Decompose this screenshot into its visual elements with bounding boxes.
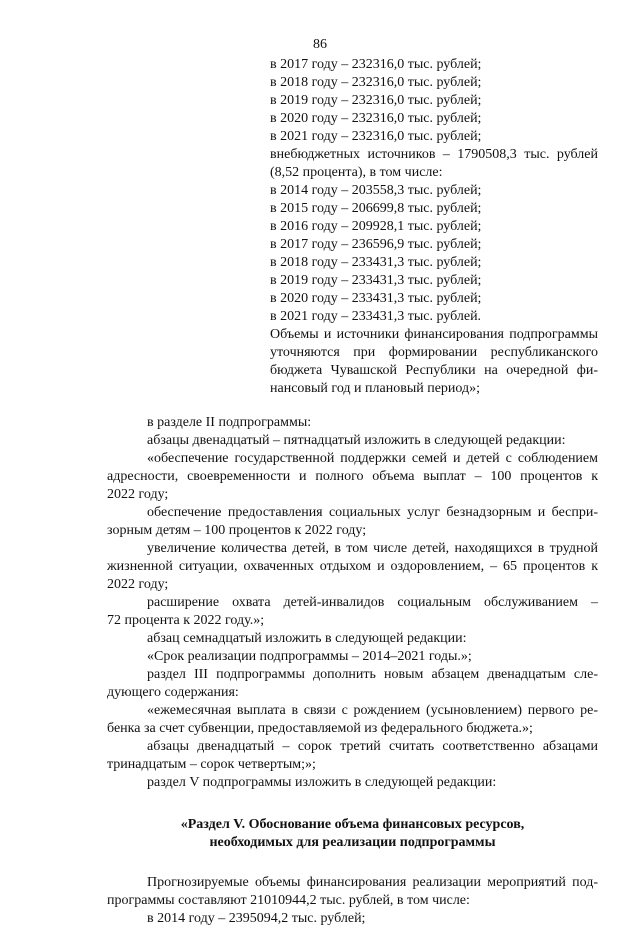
section-title-line: «Раздел V. Обоснование объема финансовых ресурсов, [180,817,525,832]
paragraph: «Срок реализации подпрограммы – 2014–2021 годы.»; [147,649,472,664]
section-title-line: необходимых для реализации подпрограммы [209,835,496,850]
financing-line: в 2015 году – 206699,8 тыс. рублей; [270,201,482,216]
document-body [107,414,598,928]
financing-line: в 2021 году – 233431,3 тыс. рублей. [270,309,482,324]
paragraph-line: 72 процента к 2022 году.»; [107,613,265,628]
financing-line: в 2014 году – 203558,3 тыс. рублей; [270,183,482,198]
paragraph-line: «обеспечение государственной поддержки семей и детей с соблюдением [147,451,598,466]
paragraph-line: обеспечение предоставления социальных услуг безнадзорным и беспри- [147,505,598,520]
page-number: 86 [313,37,327,52]
section-title [107,816,598,852]
note-line: Объемы и источники финансирования подпрограммы [270,327,598,342]
financing-column [270,56,598,398]
paragraph-line: программы составляют 21010944,2 тыс. рублей, в том числе: [107,893,470,908]
paragraph-line: бенка за счет субвенции, предоставляемой из федерального бюджета.»; [107,721,533,736]
paragraph-line: расширение охвата детей-инвалидов социальным обслуживанием – [147,595,598,610]
financing-line: в 2019 году – 233431,3 тыс. рублей; [270,273,482,288]
paragraph-line: увеличение количества детей, в том числе детей, находящихся в трудной [147,541,598,556]
financing-line: в 2017 году – 232316,0 тыс. рублей; [270,57,482,72]
paragraph-line: 2022 году; [107,487,169,502]
financing-line: в 2019 году – 232316,0 тыс. рублей; [270,93,482,108]
paragraph: раздел V подпрограммы изложить в следующей редакции: [147,775,497,790]
paragraph-line: абзацы двенадцатый – сорок третий считать соответственно абзацами [147,739,598,754]
financing-line: в 2020 году – 233431,3 тыс. рублей; [270,291,482,306]
financing-line: в 2018 году – 233431,3 тыс. рублей; [270,255,482,270]
paragraph-line: жизненной ситуации, охваченных отдыхом и оздоровлением, – 65 процентов к [107,559,598,574]
financing-line: в 2021 году – 232316,0 тыс. рублей; [270,129,482,144]
paragraph: в 2014 году – 2395094,2 тыс. рублей; [147,911,366,926]
paragraph: абзац семнадцатый изложить в следующей редакции: [147,631,467,646]
note-line: уточняются при формировании республиканского [270,345,598,360]
paragraph-line: Прогнозируемые объемы финансирования реализации мероприятий под- [147,875,598,890]
paragraph-line: 2022 году; [107,577,169,592]
paragraph-line: тринадцатым – сорок четвертым;»; [107,757,316,772]
paragraph: абзацы двенадцатый – пятнадцатый изложить в следующей редакции: [147,433,566,448]
note-line: нансовый год и плановый период»; [270,381,481,396]
paragraph-line: «ежемесячная выплата в связи с рождением (усыновлением) первого ре- [147,703,598,718]
paragraph-line: раздел III подпрограммы дополнить новым абзацем двенадцатым сле- [147,667,598,682]
paragraph-line: дующего содержания: [107,685,239,700]
note-line: бюджета Чувашской Республики на очередной фи- [270,363,598,378]
financing-line: в 2016 году – 209928,1 тыс. рублей; [270,219,482,234]
financing-line: в 2017 году – 236596,9 тыс. рублей; [270,237,482,252]
paragraph: в разделе II подпрограммы: [147,415,312,430]
paragraph-line: зорным детям – 100 процентов к 2022 году; [107,523,367,538]
extrabudget-line: (8,52 процента), в том числе: [270,165,443,180]
paragraph-line: адресности, своевременности и полного объема выплат – 100 процентов к [107,469,598,484]
financing-line: в 2020 году – 232316,0 тыс. рублей; [270,111,482,126]
financing-line: в 2018 году – 232316,0 тыс. рублей; [270,75,482,90]
extrabudget-line: внебюджетных источников – 1790508,3 тыс. рублей [270,147,598,162]
